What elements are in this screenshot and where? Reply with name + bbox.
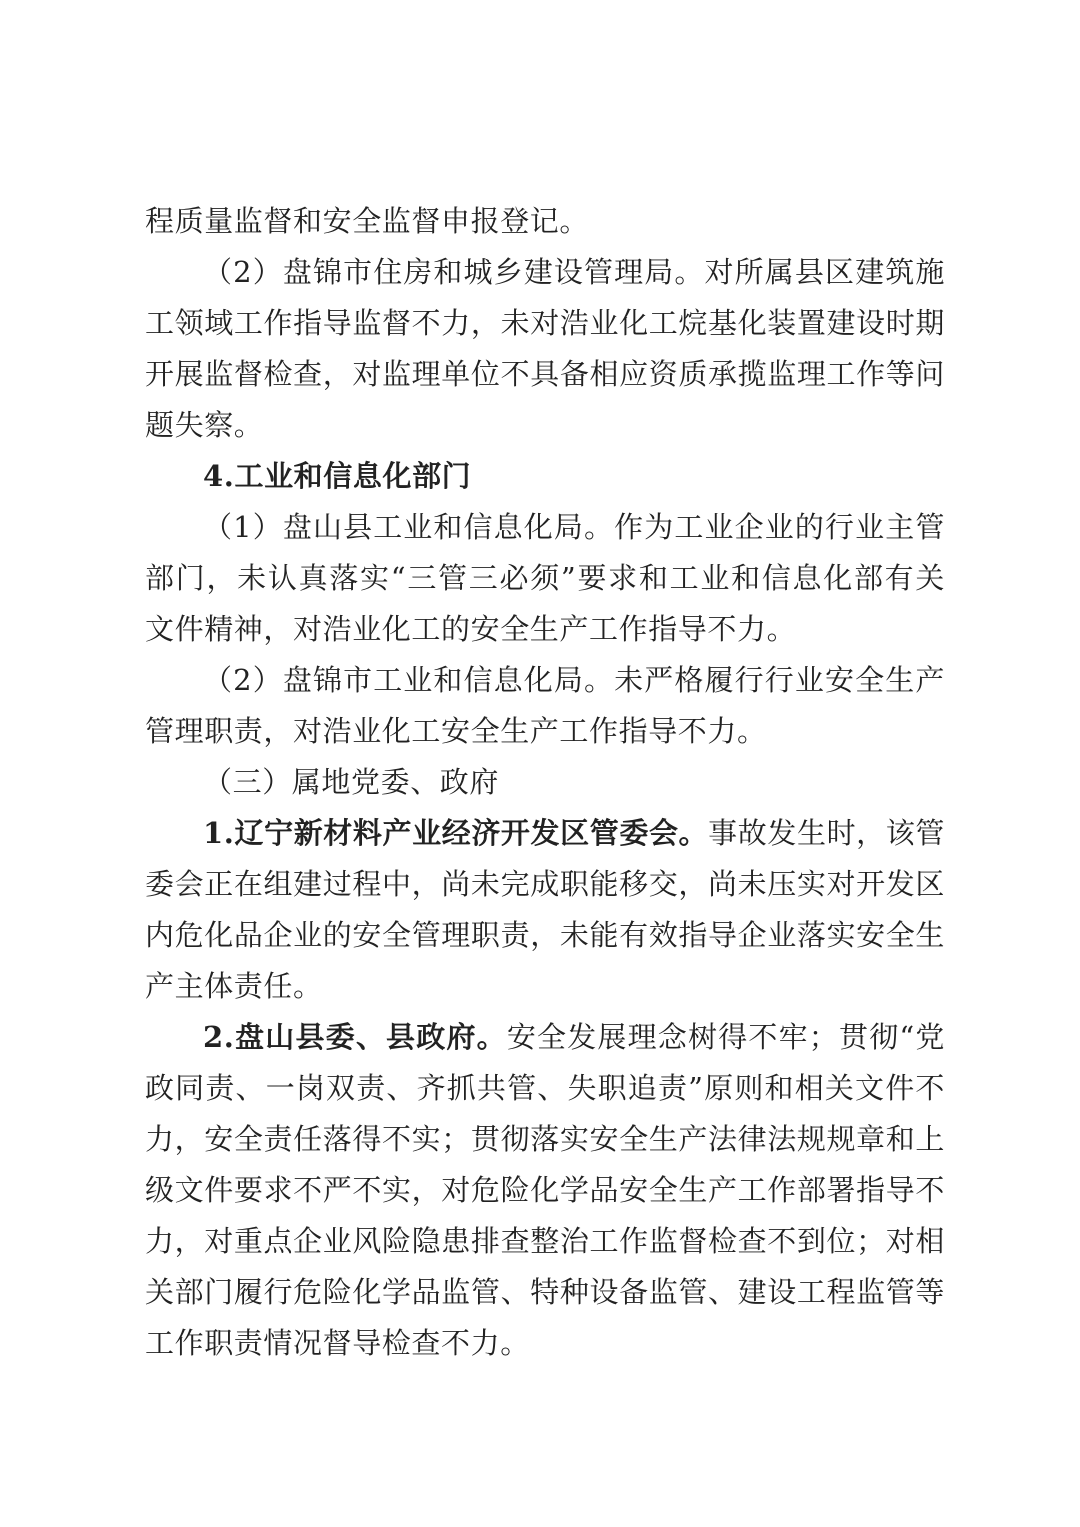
section-heading-local-government (145, 757, 945, 808)
paragraph-panshan-industry-bureau (145, 502, 945, 655)
paragraph-continuation (145, 196, 945, 247)
paragraph-text: （1）盘山县工业和信息化局。作为工业企业的行业主管部门，未认真落实“三管三必须”要求和工业和信息化部有关文件精神，对浩业化工的安全生产工作指导不力。 (145, 510, 945, 646)
document-page (145, 196, 945, 1369)
paragraph-panjin-industry-bureau (145, 655, 945, 757)
paragraph-county-government (145, 1012, 945, 1369)
paragraph-development-zone (145, 808, 945, 1012)
paragraph-text: （2）盘锦市工业和信息化局。未严格履行行业安全生产管理职责，对浩业化工安全生产工作指导不力。 (145, 663, 945, 748)
paragraph-lead: 1.辽宁新材料产业经济开发区管委会。 (203, 816, 709, 850)
paragraph-text: 程质量监督和安全监督申报登记。 (145, 204, 590, 238)
paragraph-text: （2）盘锦市住房和城乡建设管理局。对所属县区建筑施工领域工作指导监督不力，未对浩业化工烷基化装置建设时期开展监督检查，对监理单位不具备相应资质承揽监理工作等问题失察。 (145, 255, 945, 442)
paragraph-housing-bureau (145, 247, 945, 451)
paragraph-lead: 2.盘山县委、县政府。 (203, 1020, 507, 1054)
heading-text: （三）属地党委、政府 (203, 765, 500, 799)
heading-text: 4.工业和信息化部门 (203, 459, 472, 493)
section-heading-industry (145, 451, 945, 502)
paragraph-text: 事故发生时，该管委会正在组建过程中，尚未完成职能移交，尚未压实对开发区内危化品企业的安全管理职责，未能有效指导企业落实安全生产主体责任。 (145, 816, 945, 1003)
paragraph-text: 安全发展理念树得不牢；贯彻“党政同责、一岗双责、齐抓共管、失职追责”原则和相关文件不力，安全责任落得不实；贯彻落实安全生产法律法规规章和上级文件要求不严不实，对危险化学品安全生产工作部署指导不力，对重点企业风险隐患排查整治工作监督检查不到位；对相关部门履行危险化学品监管、特种设备监管、建设工程监管等工作职责情况督导检查不力。 (145, 1020, 946, 1360)
